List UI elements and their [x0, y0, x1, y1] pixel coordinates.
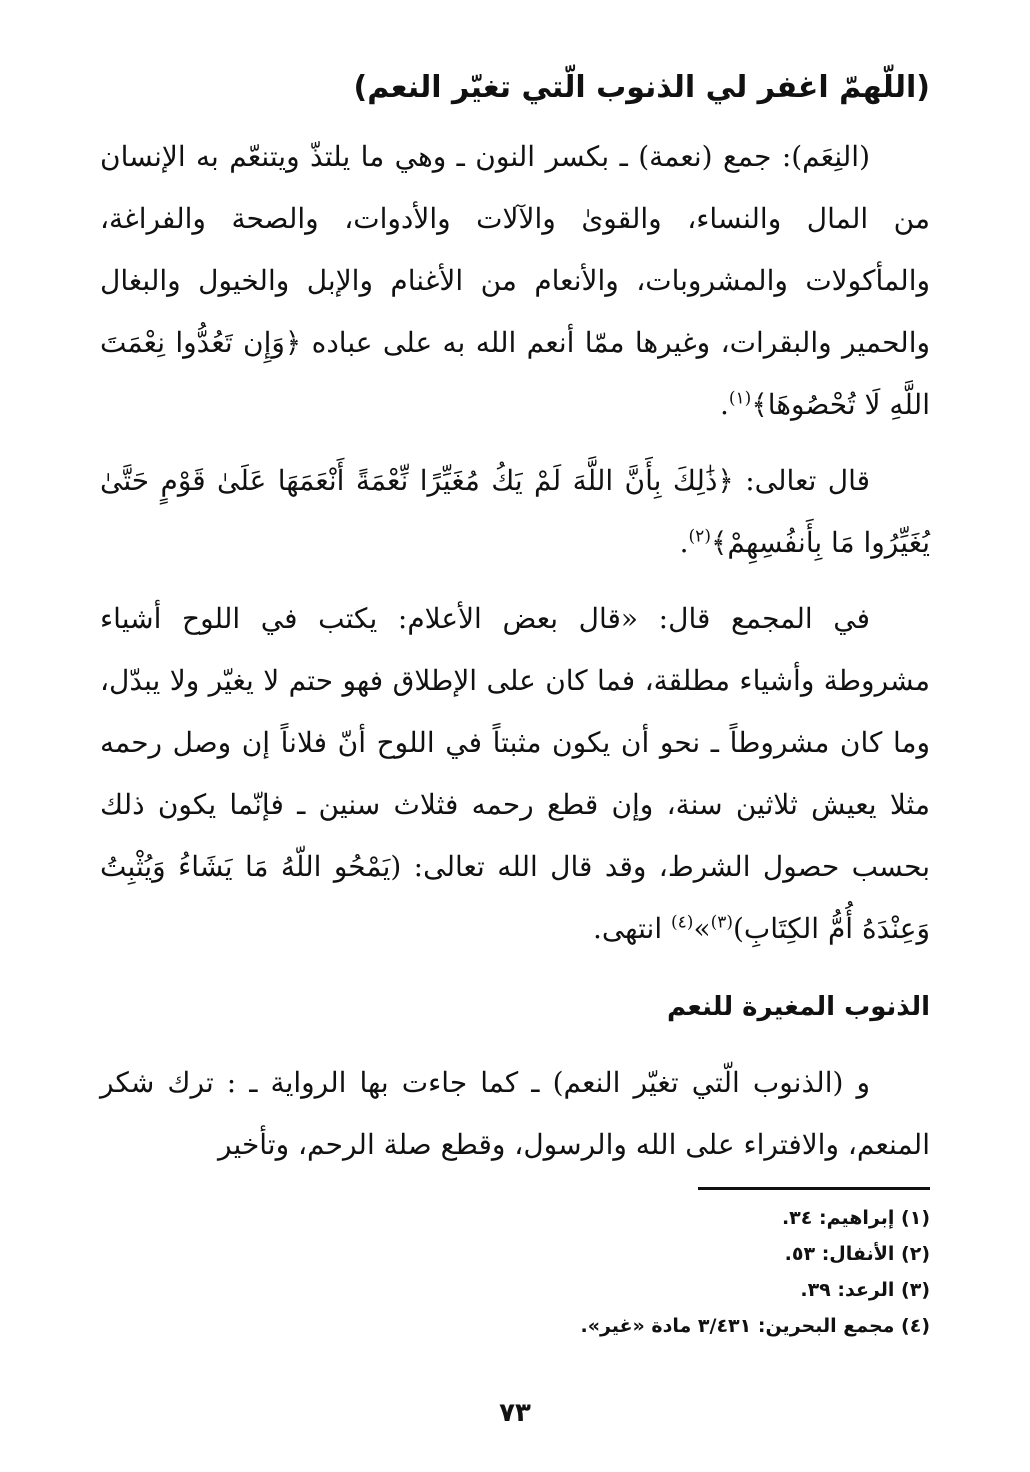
paragraph-text: في المجمع قال: «قال بعض الأعلام: يكتب في اللوح أشياء مشروطة وأشياء مطلقة، فما كان على الإطلاق فهو حتم لا يغيّر ولا يبدّل، وما كان مشروطاً ـ نحو أن يكون مثبتاً في اللوح أنّ فلاناً إن وصل رحمه مثلا يعيش ثلاثين سنة، وإن قطع رحمه فثلاث سنين ـ فإنّما يكون ذلك بحسب حصول الشرط، وقد قال الله تعالى: (يَمْحُو اللّهُ مَا يَشَاءُ وَيُثْبِتُ وَعِنْدَهُ أُمُّ الكِتَابِ): [100, 602, 930, 945]
footnote-item: (١) إبراهيم: ٣٤.: [781, 1207, 930, 1229]
section-heading: (اللّهمّ اغفر لي الذنوب الّتي تغيّر النعم): [353, 70, 930, 105]
paragraph-sins: و (الذنوب الّتي تغيّر النعم) ـ كما جاءت بها الرواية ـ : ترك شكر المنعم، والافتراء على الله والرسول، وقطع صلة الرحم، وتأخير: [100, 1066, 930, 1161]
paragraph-majma: [100, 588, 930, 960]
footnote-ref: (١): [728, 388, 752, 409]
quran-verse: ﴿وَإِن تَعُدُّوا نِعْمَتَ اللَّهِ لَا تُحْصُوهَا﴾: [100, 326, 930, 421]
punctuation: .: [679, 526, 689, 559]
paragraph-end: انتهى.: [592, 912, 672, 945]
page-body: [100, 60, 930, 1176]
paragraph-text: قال تعالى:: [745, 464, 871, 497]
footnote-ref: (٤): [671, 912, 694, 933]
footnote-item: (٢) الأنفال: ٥٣.: [784, 1243, 930, 1265]
footnote-ref: (٣): [710, 912, 733, 933]
punctuation: .: [719, 388, 729, 421]
footnote-divider: [698, 1187, 930, 1190]
footnote-item: (٣) الرعد: ٣٩.: [800, 1279, 930, 1301]
footnote-item: (٤) مجمع البحرين: ٣/٤٣١ مادة «غير».: [580, 1315, 930, 1337]
paragraph-text: (النِعَم): جمع (نعمة) ـ بكسر النون ـ وهي ما يلتذّ ويتنعّم به الإنسان من المال والنساء، والقوىٰ والآلات والأدوات، والصحة والفراغة، والمأكولات والمشروبات، والأنعام من الأغنام والإبل والخيول والبغال والحمير والبقرات، وغيرها ممّا أنعم الله به على عباده: [100, 140, 931, 359]
footnotes: [330, 1200, 930, 1344]
quote-close: »: [693, 912, 711, 945]
paragraph-definition: [100, 126, 930, 436]
subsection-heading: الذنوب المغيرة للنعم: [667, 992, 930, 1022]
footnote-ref: (٢): [688, 526, 711, 547]
quran-verse: ﴿ذَٰلِكَ بِأَنَّ اللَّهَ لَمْ يَكُ مُغَيِّرًا نِّعْمَةً أَنْعَمَهَا عَلَىٰ قَوْمٍ حَتَّىٰ يُغَيِّرُوا مَا بِأَنفُسِهِمْ﴾: [100, 464, 930, 559]
page-number: ٧٣: [499, 1398, 531, 1428]
paragraph-quote: [100, 450, 930, 574]
